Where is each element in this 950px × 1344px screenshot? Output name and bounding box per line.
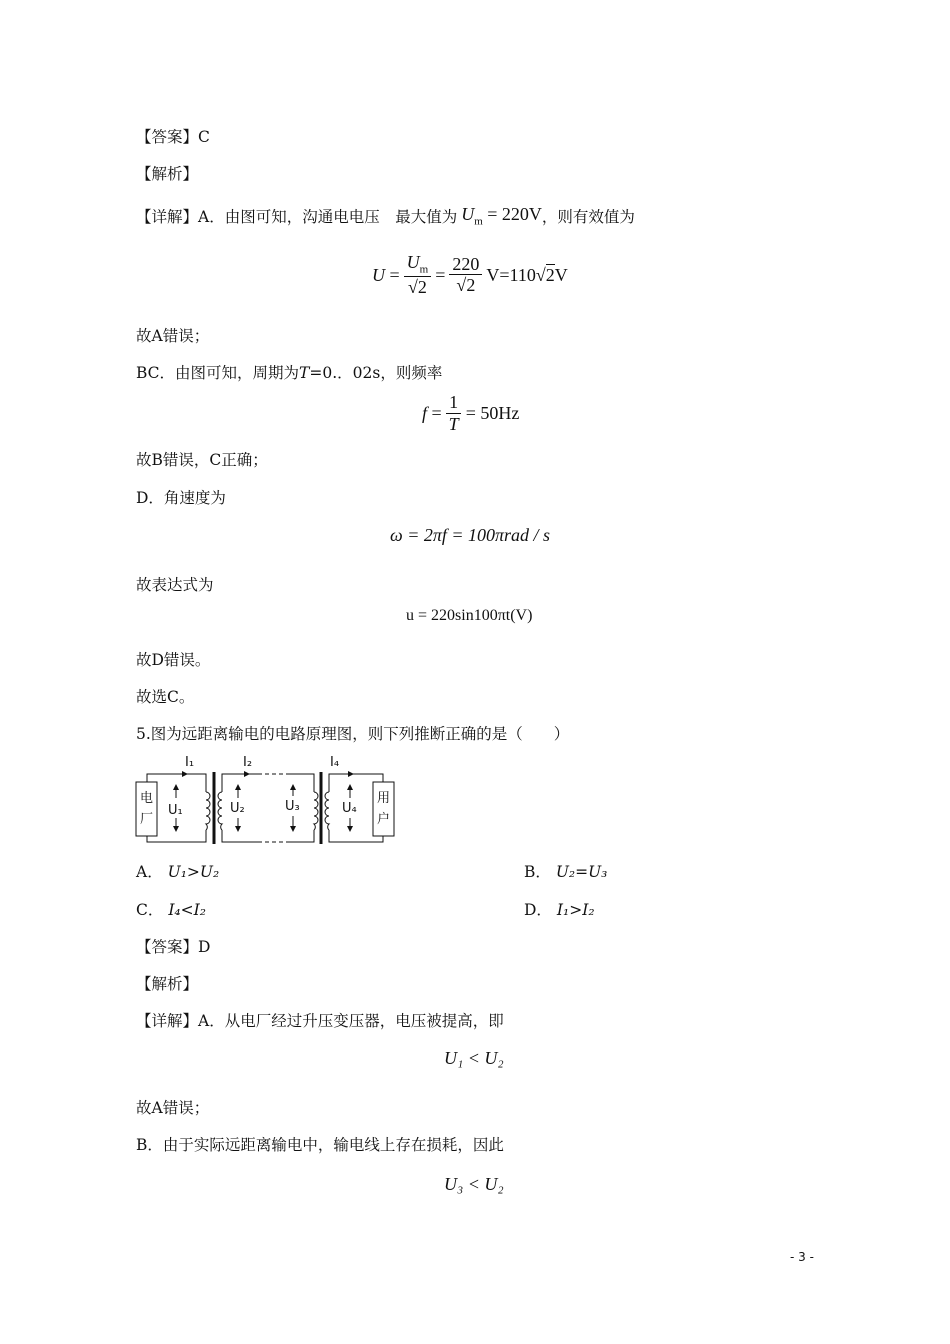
eq2-rhs: = 50Hz — [465, 403, 520, 424]
eq6-text: U₃ < U₂ — [444, 1174, 504, 1194]
option-b-letter: B． — [524, 863, 551, 881]
equation-effective-voltage: U = $\frac{U_m}{√2}$ = $\frac{220}{√2}$ V=110 √ 2 V — [372, 252, 568, 298]
eq5-text: U₁ < U₂ — [444, 1048, 504, 1068]
label-u2: U₂ — [230, 801, 245, 816]
eq4-text: u = 220sin100πt(V) — [406, 607, 533, 624]
current-arrow-2 — [244, 771, 250, 777]
b-line-2: B．由于实际远距离输电中，输电线上存在损耗，因此 — [136, 1136, 504, 1154]
analysis-label-2: 【解析】 — [136, 975, 199, 993]
eq3-text: ω = 2πf = 100πrad / s — [390, 525, 551, 545]
fraction-um-sqrt2: $\frac{U_m}{√2}$ — [404, 252, 432, 299]
option-a-letter: A． — [136, 863, 163, 881]
user-char-2: 户 — [376, 812, 391, 827]
current-arrow-4 — [348, 771, 354, 777]
option-c — [136, 898, 206, 920]
page-number: - 3 - — [790, 1250, 814, 1264]
equation-angular-velocity — [390, 525, 550, 546]
option-a-text: U₁>U₂ — [167, 863, 220, 881]
bc-intro: BC．由图可知，周期为 — [136, 364, 300, 382]
option-d-text: I₁>I₂ — [556, 901, 595, 919]
option-d — [524, 898, 595, 920]
conclusion-a: 故A错误； — [136, 327, 210, 345]
eq1-unit: V — [554, 264, 568, 285]
coil-4 — [325, 792, 329, 830]
bc-mid: =0.．02s，则频率 — [309, 364, 443, 382]
option-c-text: I₄<I₂ — [168, 901, 206, 919]
fraction-one-over-t: $\frac{1}{T}$ — [446, 392, 462, 435]
line-bottom-solid — [222, 830, 258, 842]
plant-char-2: 厂 — [139, 812, 154, 827]
label-i1: I₁ — [185, 755, 195, 770]
option-d-letter: D． — [524, 901, 552, 919]
option-c-letter: C． — [136, 901, 164, 919]
label-i2: I₂ — [243, 755, 253, 770]
answer-label-2: 【答案】D — [136, 938, 211, 956]
transmission-circuit-diagram — [130, 752, 400, 844]
line-bottom-right — [290, 830, 314, 842]
label-i4: I₄ — [330, 755, 340, 770]
sqrt-two: 2 — [417, 277, 427, 298]
d-line: D．角速度为 — [136, 489, 226, 507]
coil-2 — [218, 792, 222, 830]
um-expression: $U_m = 220V$ — [461, 204, 542, 228]
period-symbol: T — [299, 364, 310, 382]
voltage-arrows — [173, 784, 353, 832]
expression-intro: 故表达式为 — [136, 576, 214, 594]
detail-tail: ，则有效值为 — [541, 207, 635, 226]
bc-line — [136, 361, 442, 383]
answer-label: 【答案】C — [136, 128, 210, 146]
eq1-rhs: V=110 — [486, 264, 536, 285]
detail-line-1 — [136, 204, 635, 228]
conclusion-bc: 故B错误，C正确； — [136, 451, 268, 469]
user-char-1: 用 — [376, 791, 391, 806]
analysis-label: 【解析】 — [136, 165, 199, 183]
label-u4: U₄ — [342, 801, 357, 816]
um-value: = 220V — [487, 204, 542, 224]
option-a — [136, 860, 219, 882]
detail-text: 【详解】A．由图可知，沟通电电压 最大值为 — [136, 207, 458, 226]
coil-3 — [314, 792, 318, 830]
coil-1 — [206, 792, 210, 830]
label-u1: U₁ — [168, 803, 183, 818]
option-b — [524, 860, 607, 882]
equation-frequency: f = $\frac{1}{T}$ = 50Hz — [422, 392, 520, 434]
detail-line-2: 【详解】A．从电厂经过升压变压器，电压被提高，即 — [136, 1012, 504, 1030]
option-b-text: U₂=U₃ — [555, 863, 608, 881]
conclusion-a-2: 故A错误； — [136, 1099, 210, 1117]
numerator-one: 1 — [446, 392, 461, 414]
numerator-220: 220 — [449, 254, 482, 276]
equation-u1-u2 — [444, 1048, 504, 1069]
equation-expression — [406, 607, 532, 625]
plant-char-1: 电 — [139, 791, 154, 806]
secondary-top-wire — [329, 774, 383, 792]
question-5: 5.图为远距离输电的电路原理图，则下列推断正确的是（ ） — [136, 725, 570, 743]
final-choice: 故选C。 — [136, 688, 195, 706]
fraction-220-sqrt2: $\frac{220}{√2}$ — [449, 254, 482, 297]
conclusion-d: 故D错误。 — [136, 651, 211, 669]
label-u3: U₃ — [285, 799, 300, 814]
equation-u3-u2 — [444, 1174, 504, 1195]
current-arrow-1 — [182, 771, 188, 777]
